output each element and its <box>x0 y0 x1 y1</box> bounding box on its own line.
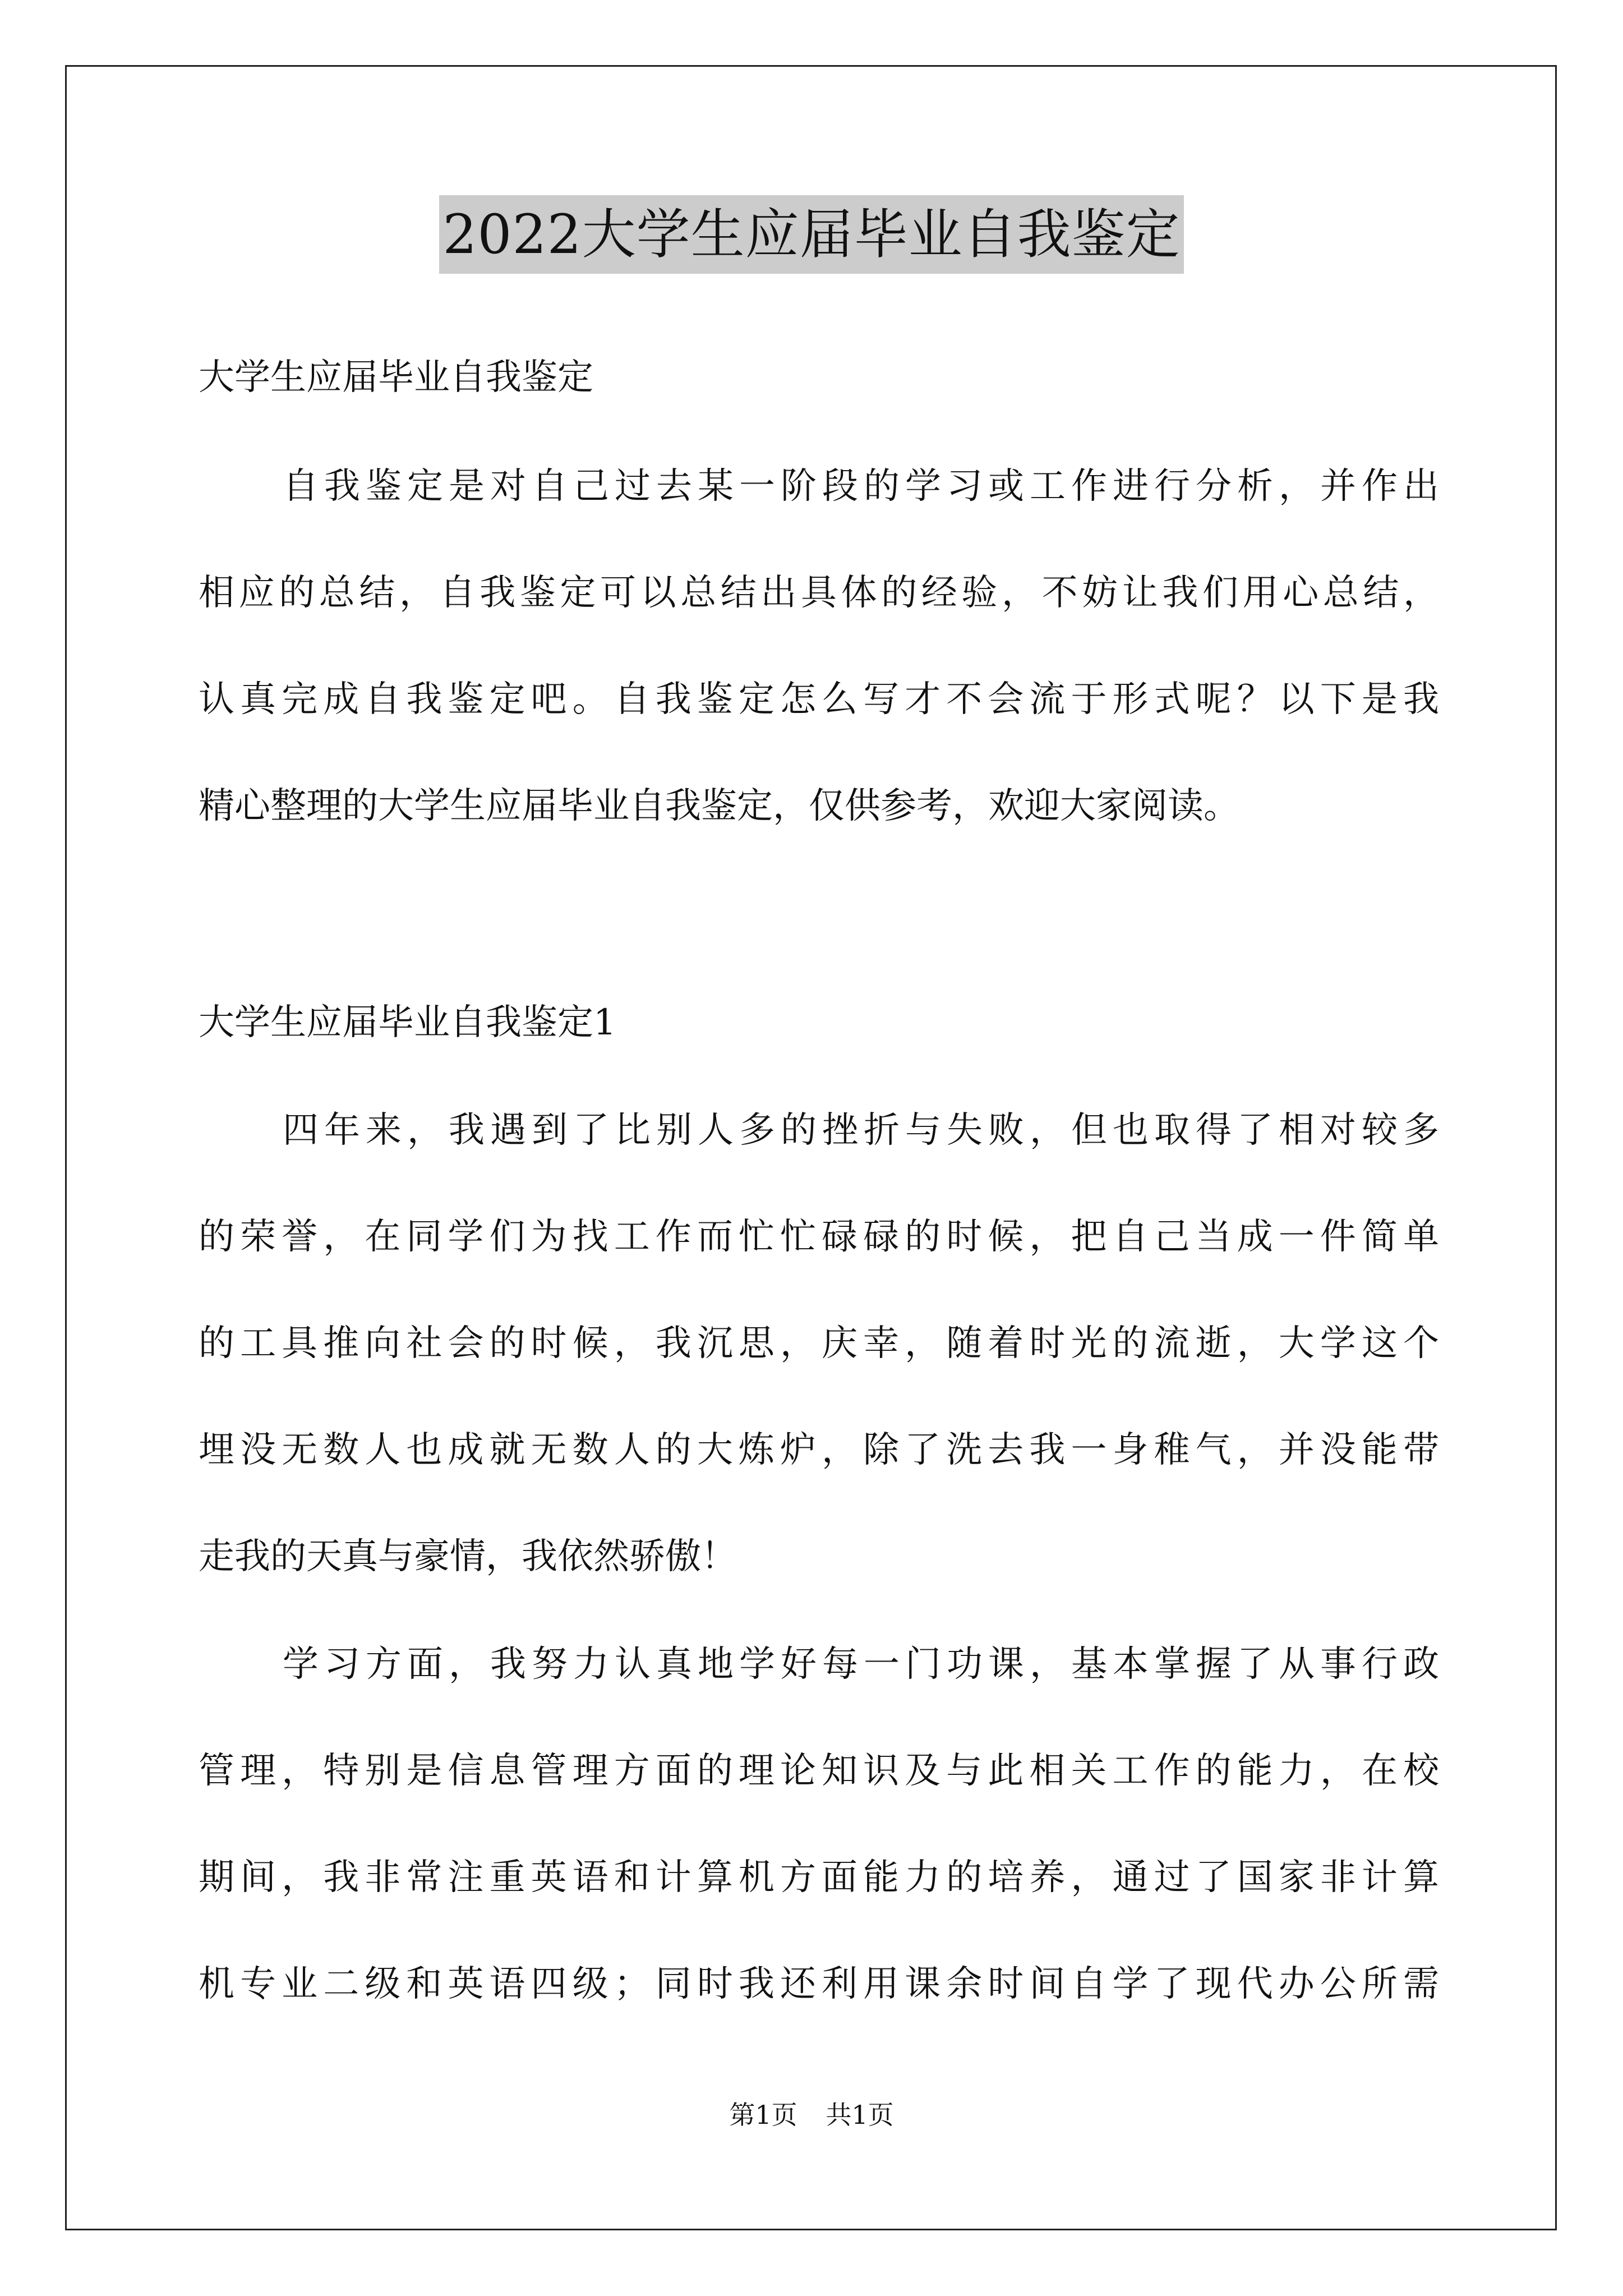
paragraph-line: 自我鉴定是对自己过去某一阶段的学习或工作进行分析，并作出 <box>283 466 1439 507</box>
title-container <box>0 195 1623 274</box>
section-heading: 大学生应届毕业自我鉴定 <box>199 357 593 398</box>
paragraph-line: 的工具推向社会的时候，我沉思，庆幸，随着时光的流逝，大学这个 <box>199 1323 1439 1364</box>
section-heading: 大学生应届毕业自我鉴定1 <box>199 1002 616 1043</box>
paragraph-line: 期间，我非常注重英语和计算机方面能力的培养，通过了国家非计算 <box>199 1857 1439 1898</box>
page-footer <box>0 2098 1623 2132</box>
paragraph-line: 四年来，我遇到了比别人多的挫折与失败，但也取得了相对较多 <box>283 1110 1439 1151</box>
document-title: 2022大学生应届毕业自我鉴定 <box>439 195 1183 274</box>
paragraph-line: 学习方面，我努力认真地学好每一门功课，基本掌握了从事行政 <box>283 1644 1439 1685</box>
page-total: 共1页 <box>826 2100 894 2130</box>
paragraph-line: 管理，特别是信息管理方面的理论知识及与此相关工作的能力，在校 <box>199 1750 1439 1792</box>
paragraph-line: 走我的天真与豪情，我依然骄傲！ <box>199 1536 737 1577</box>
paragraph-line: 相应的总结，自我鉴定可以总结出具体的经验，不妨让我们用心总结， <box>199 572 1439 614</box>
paragraph-line: 认真完成自我鉴定吧。自我鉴定怎么写才不会流于形式呢？以下是我 <box>199 679 1439 720</box>
page-number: 第1页 <box>729 2100 797 2130</box>
paragraph-line: 机专业二级和英语四级；同时我还利用课余时间自学了现代办公所需 <box>199 1963 1439 2005</box>
paragraph-line: 的荣誉，在同学们为找工作而忙忙碌碌的时候，把自己当成一件简单 <box>199 1216 1439 1258</box>
paragraph-line: 精心整理的大学生应届毕业自我鉴定，仅供参考，欢迎大家阅读。 <box>199 785 1239 827</box>
paragraph-line: 埋没无数人也成就无数人的大炼炉，除了洗去我一身稚气，并没能带 <box>199 1429 1439 1471</box>
